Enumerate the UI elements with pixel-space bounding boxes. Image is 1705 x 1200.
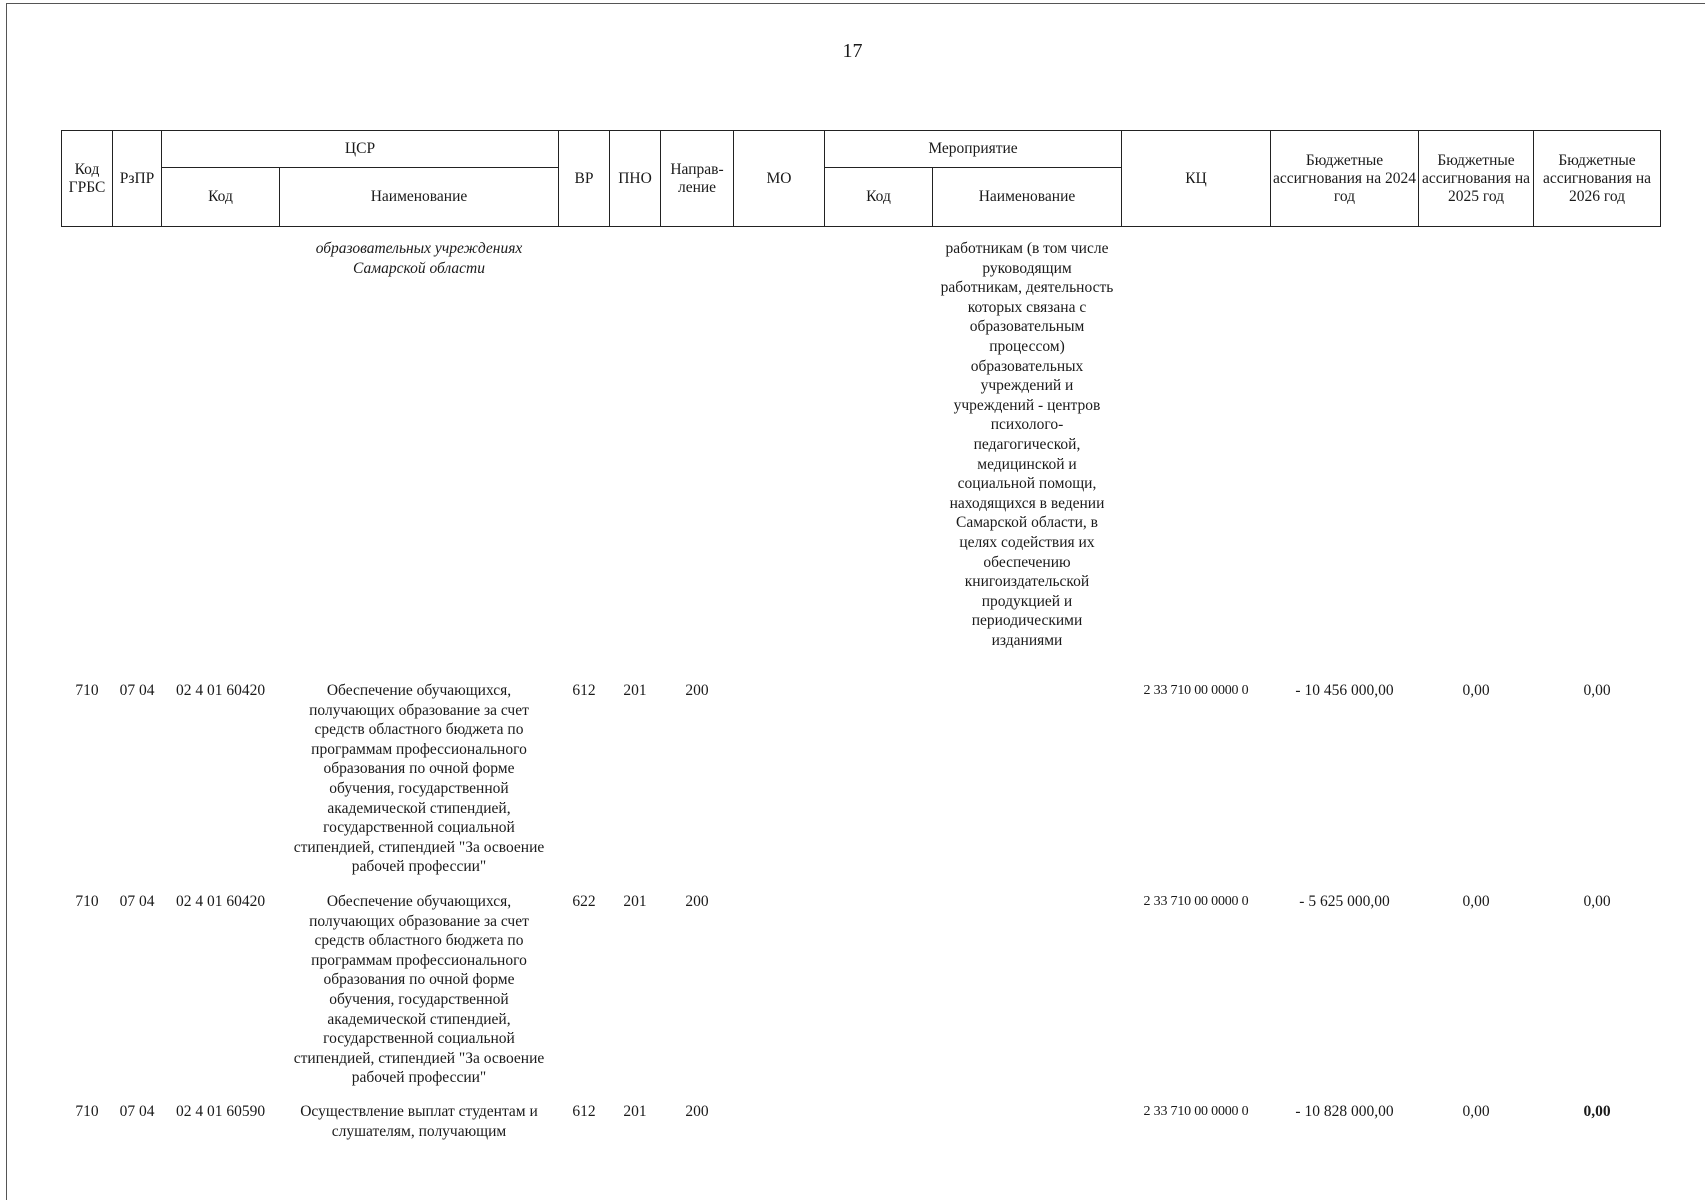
header-budget-2024: Бюджетные ассигнования на 2024 год — [1271, 131, 1419, 227]
cell-kc: 2 33 710 00 0000 0 — [1143, 683, 1249, 698]
cell-event-name — [933, 681, 1122, 892]
header-rzpr: РзПР — [113, 131, 162, 227]
cell-event-name — [933, 892, 1122, 1102]
cell-mo — [734, 681, 825, 892]
cell-direction: 200 — [685, 1103, 709, 1120]
header-vr: ВР — [559, 131, 610, 227]
cell-vr: 622 — [572, 893, 596, 910]
cell-vr: 612 — [572, 1103, 596, 1120]
cell-pno: 201 — [623, 1103, 647, 1120]
cell-kc: 2 33 710 00 0000 0 — [1143, 1104, 1249, 1119]
header-event-code: Код — [825, 168, 933, 227]
header-direction: Направ-ление — [661, 131, 734, 227]
header-kc: КЦ — [1122, 131, 1271, 227]
cell-budget-2024: - 10 456 000,00 — [1295, 682, 1394, 699]
cell-grbs: 710 — [75, 682, 99, 699]
header-grbs: Код ГРБС — [62, 131, 113, 227]
cell-kc: 2 33 710 00 0000 0 — [1143, 894, 1249, 909]
cell-rzpr: 07 04 — [119, 682, 155, 699]
scan-border-top — [6, 3, 1705, 4]
cell-budget-2026: 0,00 — [1583, 893, 1611, 910]
page-number: 17 — [842, 40, 863, 62]
cell-csr-name: Обеспечение обучающихся, получающих образование за счет средств областного бюджета по программам профессионального образования по очной форме обучения, государственной академической стипендией, государственной социальной стипендией, стипендией "За освоение рабочей профессии" — [293, 893, 545, 1087]
cell-direction: 200 — [685, 682, 709, 699]
cell-event-code — [825, 681, 933, 892]
continuation-row — [62, 227, 1661, 240]
cell-grbs: 710 — [75, 893, 99, 910]
cell-mo — [734, 1102, 825, 1162]
header-mo: МО — [734, 131, 825, 227]
cell-event-name — [933, 1102, 1122, 1162]
continuation-event-name — [933, 239, 1122, 669]
scan-border-left — [6, 3, 7, 1200]
table-row — [62, 1102, 1661, 1162]
header-csr: ЦСР — [162, 131, 559, 168]
header-event-name: Наименование — [933, 168, 1122, 227]
cell-budget-2025: 0,00 — [1462, 682, 1490, 699]
header-csr-name: Наименование — [280, 168, 559, 227]
header-csr-code: Код — [162, 168, 280, 227]
cell-csr-name: Обеспечение обучающихся, получающих образование за счет средств областного бюджета по программам профессионального образования по очной форме обучения, государственной академической стипендией, государственной социальной стипендией, стипендией "За освоение рабочей профессии" — [293, 682, 545, 876]
cell-pno: 201 — [623, 682, 647, 699]
header-pno: ПНО — [610, 131, 661, 227]
cell-csr-code: 02 4 01 60420 — [175, 893, 266, 910]
header-budget-2026: Бюджетные ассигнования на 2026 год — [1534, 131, 1661, 227]
cell-csr-name: Осуществление выплат студентам и слушателям, получающим — [300, 1103, 538, 1140]
cell-rzpr: 07 04 — [119, 893, 155, 910]
table-row — [62, 681, 1661, 892]
cell-csr-code: 02 4 01 60420 — [175, 682, 266, 699]
continuation-csr-name-text: образовательных учреждениях Самарской области — [315, 240, 523, 277]
cell-vr: 612 — [572, 682, 596, 699]
cell-direction: 200 — [685, 893, 709, 910]
cell-budget-2026: 0,00 — [1583, 1103, 1611, 1120]
header-budget-2025: Бюджетные ассигнования на 2025 год — [1419, 131, 1534, 227]
cell-budget-2025: 0,00 — [1462, 1103, 1490, 1120]
continuation-csr-name — [280, 239, 559, 669]
cell-mo — [734, 892, 825, 1102]
cell-budget-2024: - 5 625 000,00 — [1299, 893, 1390, 910]
cell-event-code — [825, 892, 933, 1102]
cell-grbs: 710 — [75, 1103, 99, 1120]
cell-rzpr: 07 04 — [119, 1103, 155, 1120]
continuation-event-name-text: работникам (в том числе руководящим работникам, деятельность которых связана с образовательным процессом) образовательных учреждений и учреждений - центров психолого-педагогической, медицинской и социальной помощи, находящихся в ведении Самарской области, в целях содействия их обеспечению книгоиздательской продукцией и периодическими изданиями — [940, 240, 1114, 649]
cell-pno: 201 — [623, 893, 647, 910]
header-event: Мероприятие — [825, 131, 1122, 168]
cell-budget-2025: 0,00 — [1462, 893, 1490, 910]
budget-table — [61, 130, 1661, 1162]
cell-budget-2026: 0,00 — [1583, 682, 1611, 699]
cell-csr-code: 02 4 01 60590 — [175, 1103, 266, 1120]
cell-budget-2024: - 10 828 000,00 — [1295, 1103, 1394, 1120]
continuation-row-content — [62, 239, 1661, 669]
table-row — [62, 892, 1661, 1102]
cell-event-code — [825, 1102, 933, 1162]
